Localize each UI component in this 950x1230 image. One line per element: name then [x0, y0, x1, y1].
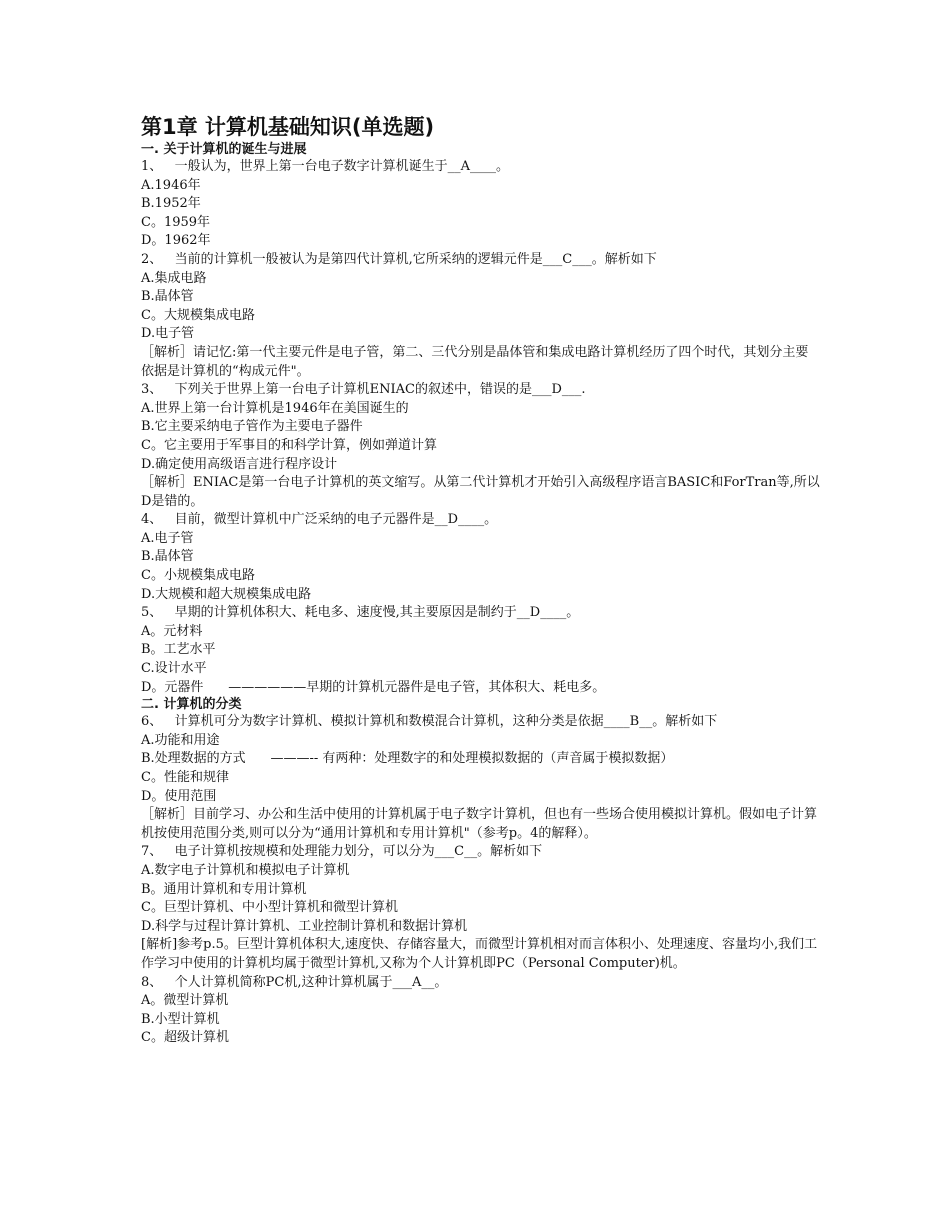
option-c: C.设计水平 [141, 661, 207, 677]
option-a: A.电子管 [141, 530, 194, 546]
option-c: C。性能和规律 [141, 770, 229, 785]
question-5 [141, 604, 821, 697]
question-stem: 8、 个人计算机简称PC机,这种计算机属于___A__。 [141, 974, 448, 990]
question-stem: 7、 电子计算机按规模和处理能力划分，可以分为___C__。解析如下 [141, 844, 543, 860]
option-a: A。元材料 [141, 623, 203, 639]
option-d: D。1962年 [141, 233, 211, 249]
option-b: B.晶体管 [141, 549, 194, 565]
question-4 [141, 511, 821, 604]
explanation: [解析]参考p.5。巨型计算机体积大,速度快、存储容量大，而微型计算机相对而言体积小、处理速度、容量均小,我们工作学习中使用的计算机均属于微型计算机,又称为个人计算机即PC（Personal Computer)机。 [141, 937, 818, 971]
option-b: B.它主要采纳电子管作为主要电子器件 [141, 419, 363, 435]
section-heading-1: 一. 关于计算机的诞生与进展 [141, 142, 307, 157]
question-stem: 5、 早期的计算机体积大、耗电多、速度慢,其主要原因是制约于__D____。 [141, 605, 580, 621]
option-b: B.1952年 [141, 196, 201, 212]
document-page [141, 112, 821, 1048]
option-d: D.电子管 [141, 326, 195, 342]
option-c: C。超级计算机 [141, 1030, 229, 1046]
question-2 [141, 251, 821, 381]
section-heading-2: 二. 计算机的分类 [141, 697, 242, 713]
explanation: ［解析］请记忆:第一代主要元件是电子管，第二、三代分别是晶体管和集成电路计算机经历了四个时代，其划分主要依据是计算机的“构成元件"。 [141, 344, 809, 379]
question-8 [141, 974, 821, 1048]
option-c: C。小规模集成电路 [141, 568, 255, 584]
option-d: D。使用范围 [141, 788, 217, 804]
option-d: D。元器件 ——————早期的计算机元器件是电子管，其体积大、耗电多。 [141, 679, 606, 695]
option-d: D.确定使用高级语言进行程序设计 [141, 456, 338, 472]
option-a: A.1946年 [141, 177, 201, 193]
question-stem: 3、 下列关于世界上第一台电子计算机ENIAC的叙述中，错误的是___D___. [141, 382, 586, 398]
option-b: B。通用计算机和专用计算机 [141, 881, 307, 897]
option-b: B.晶体管 [141, 289, 194, 305]
option-c: C。大规模集成电路 [141, 307, 255, 323]
option-a: A.世界上第一台计算机是1946年在美国诞生的 [141, 400, 409, 416]
option-b: B。工艺水平 [141, 642, 216, 658]
option-d: D.科学与过程计算计算机、工业控制计算机和数据计算机 [141, 918, 468, 934]
option-c: C。1959年 [141, 214, 211, 230]
question-7 [141, 843, 821, 973]
question-1 [141, 158, 821, 251]
question-stem: 2、 当前的计算机一般被认为是第四代计算机,它所采纳的逻辑元件是___C___。解析如下 [141, 251, 657, 267]
option-b: B.处理数据的方式 ———-- 有两种：处理数字的和处理模拟数据的（声音属于模拟数据） [141, 751, 674, 767]
option-c: C。巨型计算机、中小型计算机和微型计算机 [141, 900, 398, 916]
explanation: ［解析］目前学习、办公和生活中使用的计算机属于电子数字计算机，但也有一些场合使用模拟计算机。假如电子计算机按使用范围分类,则可以分为“通用计算机和专用计算机"（参考p。4的解释）。 [141, 807, 818, 841]
question-stem: 1、 一般认为，世界上第一台电子数字计算机诞生于__A____。 [141, 159, 510, 174]
option-a: A.数字电子计算机和模拟电子计算机 [141, 862, 350, 878]
option-b: B.小型计算机 [141, 1011, 220, 1027]
explanation: ［解析］ENIAC是第一台电子计算机的英文缩写。从第二代计算机才开始引入高级程序语言BASIC和ForTran等,所以D是错的。 [141, 475, 820, 509]
option-d: D.大规模和超大规模集成电路 [141, 586, 312, 602]
chapter-title: 第1章 计算机基础知识(单选题) [141, 115, 435, 139]
option-c: C。它主要用于军事目的和科学计算，例如弹道计算 [141, 437, 437, 453]
question-3 [141, 381, 821, 511]
question-stem: 6、 计算机可分为数字计算机、模拟计算机和数模混合计算机，这种分类是依据____B__。解析如下 [141, 714, 718, 730]
option-a: A。微型计算机 [141, 993, 229, 1009]
question-stem: 4、 目前，微型计算机中广泛采纳的电子元器件是__D____。 [141, 512, 498, 528]
option-a: A.集成电路 [141, 270, 207, 286]
question-6 [141, 713, 821, 843]
option-a: A.功能和用途 [141, 732, 220, 748]
